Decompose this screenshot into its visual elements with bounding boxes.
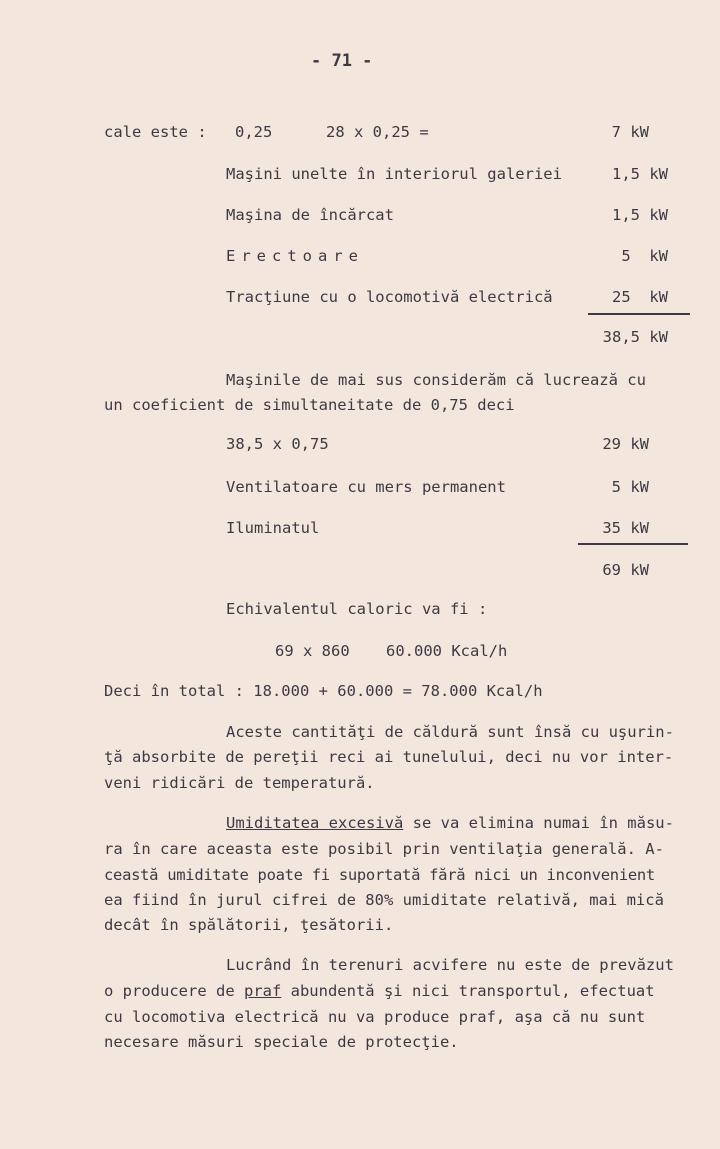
sum-rule [588, 313, 690, 315]
subtotal: 38,5 kW [602, 328, 668, 346]
load-value: 1,5 kW [612, 206, 668, 224]
paragraph-text: abundentă şi nici transportul, efectuat [281, 982, 655, 1000]
paragraph-line [104, 982, 655, 1000]
load-label: Tracţiune cu o locomotivă electrică [226, 288, 553, 306]
paragraph-line: necesare măsuri speciale de protecţie. [104, 1033, 459, 1051]
paragraph-line: veni ridicări de temperatură. [104, 774, 375, 792]
paragraph-line: ţă absorbite de pereţii reci ai tunelului, deci nu vor inter- [104, 748, 674, 766]
calc-formula: 28 x 0,25 = [326, 123, 429, 141]
load-value: 1,5 kW [612, 165, 668, 183]
load-value: 25 kW [612, 288, 668, 306]
load-label: Maşini unelte în interiorul galeriei [226, 165, 562, 183]
equivalent-label: Echivalentul caloric va fi : [226, 600, 488, 618]
load-value: 5 kW [621, 247, 668, 265]
paragraph-line: ra în care aceasta este posibil prin ventilaţia generală. A- [104, 840, 664, 858]
calc2-result: 29 kW [602, 435, 649, 453]
load-label: Maşina de încărcat [226, 206, 394, 224]
load-label: Iluminatul [226, 519, 320, 537]
page-number: - 71 - [311, 51, 373, 71]
underlined-word: praf [243, 982, 282, 1000]
paragraph-line: Lucrând în terenuri acvifere nu este de prevăzut [226, 956, 674, 974]
section-heading: Umiditatea excesivă [226, 814, 404, 832]
paragraph-line: un coeficient de simultaneitate de 0,75 deci [104, 396, 515, 414]
paragraph-line: ceastă umiditate poate fi suportată fără nici un inconvenient [104, 866, 655, 884]
subtotal: 69 kW [602, 561, 649, 579]
paragraph-line: ea fiind în jurul cifrei de 80% umiditate relativă, mai mică [104, 891, 664, 909]
sum-rule [578, 543, 688, 545]
calc-base: 0,25 [235, 123, 273, 141]
paragraph-line: Maşinile de mai sus considerăm că lucrează cu [226, 371, 646, 389]
paragraph-text: se va elimina numai în măsu- [403, 814, 674, 832]
load-value: 35 kW [602, 519, 649, 537]
paragraph-text: o producere de [104, 982, 244, 1000]
calc-lead: cale este : [104, 123, 207, 141]
calc2-formula: 38,5 x 0,75 [226, 435, 329, 453]
load-value: 5 kW [611, 478, 649, 496]
total-line: Deci în total : 18.000 + 60.000 = 78.000 Kcal/h [104, 682, 543, 700]
paragraph-line: cu locomotiva electrică nu va produce praf, aşa că nu sunt [104, 1008, 646, 1026]
equivalent-result: 60.000 Kcal/h [386, 642, 508, 660]
load-label: Ventilatoare cu mers permanent [226, 478, 506, 496]
paragraph-line: decât în spălătorii, ţesătorii. [104, 916, 394, 934]
equivalent-formula: 69 x 860 [275, 642, 350, 660]
load-label: Erectoare [226, 247, 364, 265]
calc-result: 7 kW [611, 123, 649, 141]
paragraph-line [226, 814, 674, 832]
paragraph-line: Aceste cantităţi de căldură sunt însă cu uşurin- [226, 723, 674, 741]
